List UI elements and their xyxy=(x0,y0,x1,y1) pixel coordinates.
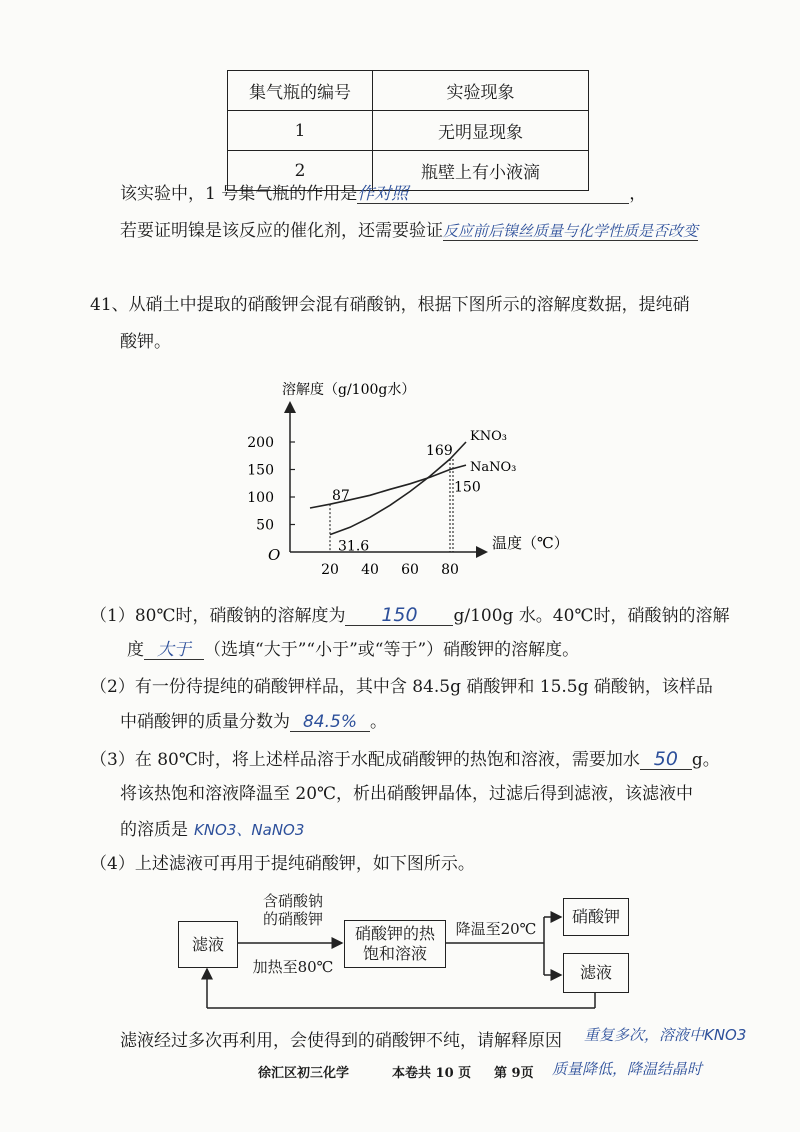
record-table xyxy=(227,70,589,191)
flow-box-filtrate2: 滤液 xyxy=(563,953,629,993)
answer-text: 反应前后镍丝质量与化学性质是否改变 xyxy=(443,222,699,240)
q41-part4: （4）上述滤液可再用于提纯硝酸钾，如下图所示。 xyxy=(90,854,475,874)
table-cell: 1 xyxy=(228,111,373,151)
table-header: 集气瓶的编号 xyxy=(228,71,373,111)
q40-line2: 若要证明镍是该反应的催化剂，还需要验证反应前后镍丝质量与化学性质是否改变 xyxy=(120,221,699,241)
data-label: 169 xyxy=(426,443,453,460)
q41-part1-cont: 度 大于 （选填“大于”“小于”或“等于”）硝酸钾的溶解度。 xyxy=(127,640,580,660)
answer-text: 50 xyxy=(653,748,678,770)
y-tick-label: 50 xyxy=(256,517,274,534)
x-tick-label: 60 xyxy=(401,562,419,578)
x-tick-label: 40 xyxy=(361,562,379,578)
q41-part2: （2）有一份待提纯的硝酸钾样品，其中含 84.5g 硝酸钾和 15.5g 硝酸钠，该样品 xyxy=(90,677,713,697)
x-tick-label: 80 xyxy=(441,562,459,578)
footer-total: 本卷共 10 页 xyxy=(392,1066,472,1081)
flow-box-kno3: 硝酸钾 xyxy=(563,898,629,936)
flow-label-input: 含硝酸钠 的硝酸钾 xyxy=(262,892,323,928)
q41-part3: （3）在 80℃时，将上述样品溶于水配成硝酸钾的热饱和溶液，需要加水 50 g。 xyxy=(90,748,720,770)
flow-box-filtrate: 滤液 xyxy=(178,921,238,968)
legend-label: KNO₃ xyxy=(470,429,507,444)
table-cell: 无明显现象 xyxy=(373,111,589,151)
table-cell: 瓶壁上有小液滴 xyxy=(373,151,589,191)
flow-label-cool: 降温至20℃ xyxy=(455,920,537,938)
q41-part1: （1）80℃时，硝酸钠的溶解度为 150 g/100g 水。40℃时，硝酸钠的溶解 xyxy=(90,604,730,626)
flow-label-heat: 加热至80℃ xyxy=(252,958,334,976)
flow-box-hot-solution: 硝酸钾的热 饱和溶液 xyxy=(344,920,446,968)
origin-label: O xyxy=(268,546,281,564)
answer-text: 重复多次，溶液中KNO3 xyxy=(584,1026,747,1044)
y-tick-label: 200 xyxy=(247,435,274,451)
q41-part3-cont: 将该热饱和溶液降温至 20℃，析出硝酸钾晶体，过滤后得到滤液，该滤液中 xyxy=(120,784,694,804)
answer-text: 84.5% xyxy=(302,712,357,732)
footer-page: 第 9页 xyxy=(494,1066,534,1081)
y-axis-label: 溶解度（g/100g水） xyxy=(282,382,416,398)
legend-label: NaNO₃ xyxy=(470,460,517,476)
data-label: 87 xyxy=(332,488,350,505)
q41-intro: 41、从硝土中提取的硝酸钾会混有硝酸钠，根据下图所示的溶解度数据，提纯硝 xyxy=(90,295,690,315)
x-tick-label: 20 xyxy=(321,562,339,578)
table-cell: 2 xyxy=(228,151,373,191)
answer-text: 150 xyxy=(381,604,418,626)
y-tick-label: 100 xyxy=(247,490,274,506)
x-axis-label: 温度（℃） xyxy=(492,534,569,552)
answer-text: KNO3、NaNO3 xyxy=(194,821,305,839)
answer-text: 大于 xyxy=(157,640,191,660)
y-tick-label: 150 xyxy=(247,462,274,479)
q41-part3-cont: 的溶质是 KNO3、NaNO3 xyxy=(120,820,305,840)
q40-line1: 该实验中，1 号集气瓶的作用是作对照 ， xyxy=(120,184,647,204)
data-label: 150 xyxy=(454,479,481,496)
q41-part5: 滤液经过多次再利用，会使得到的硝酸钾不纯，请解释原因 xyxy=(120,1031,562,1051)
q41-part2-cont: 中硝酸钾的质量分数为 84.5% 。 xyxy=(120,712,387,732)
flow-arrows xyxy=(170,880,650,1030)
q41-intro: 酸钾。 xyxy=(120,332,171,352)
answer-text: 作对照 xyxy=(357,184,409,204)
data-label: 31.6 xyxy=(338,538,370,555)
answer-text: 质量降低，降温结晶时 xyxy=(552,1060,703,1078)
table-header: 实验现象 xyxy=(373,71,589,111)
footer-district: 徐汇区初三化学 xyxy=(258,1066,350,1081)
solubility-chart xyxy=(230,370,570,585)
